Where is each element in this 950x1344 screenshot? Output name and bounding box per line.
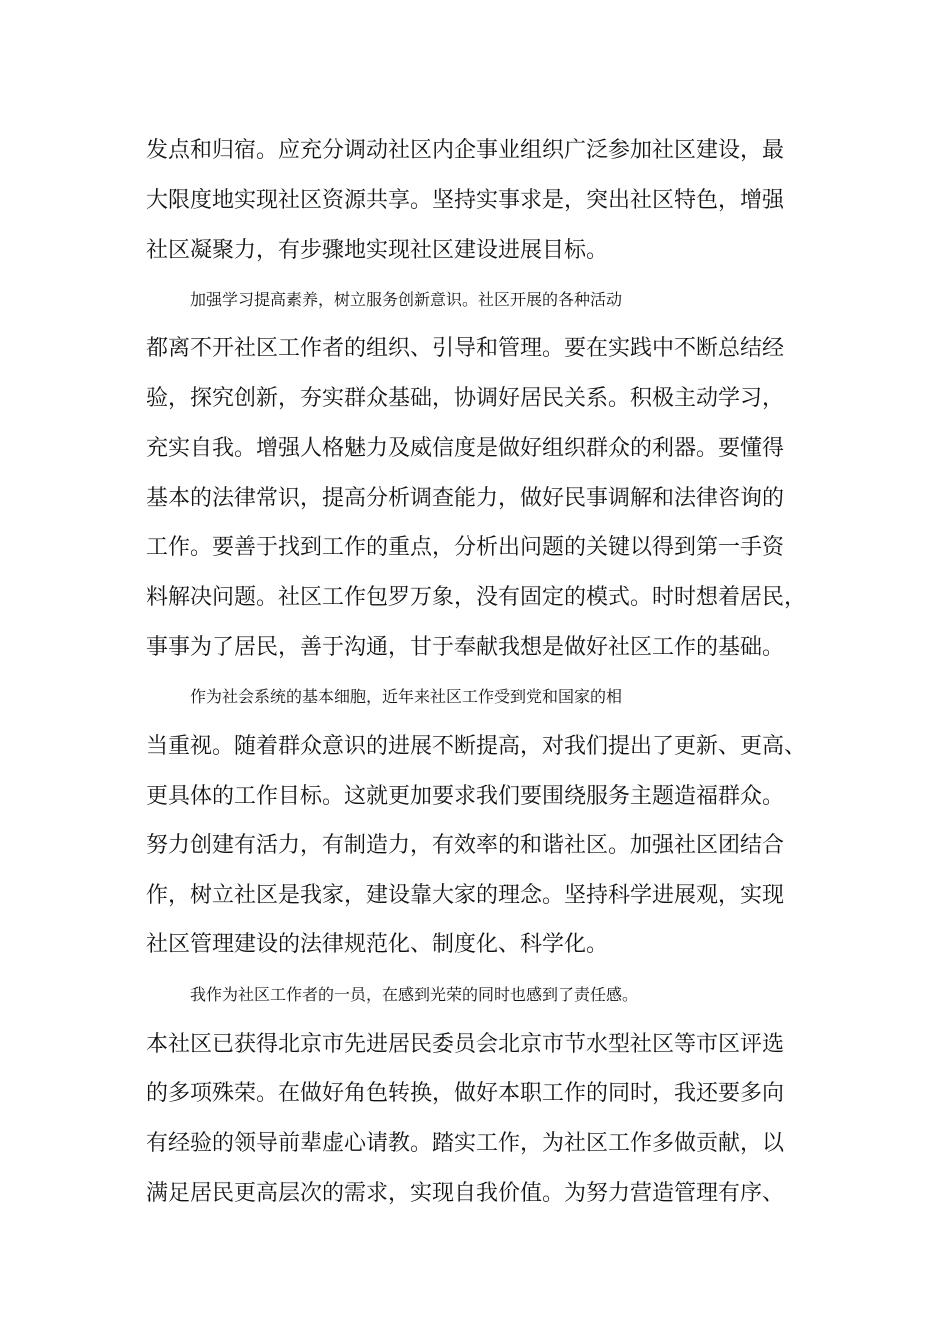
paragraph-2-line-2: 都离不开社区工作者的组织、引导和管理。要在实践中不断总结经: [146, 336, 785, 361]
paragraph-1-line-3: 社区凝聚力，有步骤地实现社区建设进展目标。: [146, 238, 609, 263]
paragraph-4-line-1: 我作为社区工作者的一员，在感到光荣的同时也感到了责任感。: [190, 985, 639, 1004]
paragraph-4-line-2: 本社区已获得北京市先进居民委员会北京市节水型社区等市区评选: [146, 1032, 785, 1057]
paragraph-4-line-3: 的多项殊荣。在做好角色转换，做好本职工作的同时，我还要多向: [146, 1081, 785, 1106]
paragraph-3-line-2: 当重视。随着群众意识的进展不断提高，对我们提出了更新、更高、: [146, 734, 807, 759]
paragraph-3-line-1: 作为社会系统的基本细胞，近年来社区工作受到党和国家的相: [190, 687, 623, 706]
paragraph-1-line-2: 大限度地实现社区资源共享。坚持实事求是，突出社区特色，增强: [146, 188, 785, 213]
paragraph-2-line-1: 加强学习提高素养，树立服务创新意识。社区开展的各种活动: [190, 290, 623, 309]
paragraph-2-line-8: 事事为了居民，善于沟通，甘于奉献我想是做好社区工作的基础。: [146, 635, 785, 660]
paragraph-2-line-6: 工作。要善于找到工作的重点，分析出问题的关键以得到第一手资: [146, 535, 785, 560]
paragraph-4-line-5: 满足居民更高层次的需求，实现自我价值。为努力营造管理有序、: [146, 1181, 785, 1206]
paragraph-3-line-5: 作，树立社区是我家，建设靠大家的理念。坚持科学进展观，实现: [146, 883, 785, 908]
paragraph-3-line-6: 社区管理建设的法律规范化、制度化、科学化。: [146, 932, 609, 957]
paragraph-4-line-4: 有经验的领导前辈虚心请教。踏实工作，为社区工作多做贡献，以: [146, 1131, 785, 1156]
paragraph-2-line-5: 基本的法律常识，提高分析调查能力，做好民事调解和法律咨询的: [146, 486, 785, 511]
paragraph-2-line-4: 充实自我。增强人格魅力及威信度是做好组织群众的利器。要懂得: [146, 436, 785, 461]
paragraph-2-line-3: 验，探究创新，夯实群众基础，协调好居民关系。积极主动学习，: [146, 386, 785, 411]
paragraph-1-line-1: 发点和归宿。应充分调动社区内企事业组织广泛参加社区建设，最: [146, 138, 785, 163]
paragraph-2-line-7: 料解决问题。社区工作包罗万象，没有固定的模式。时时想着居民，: [146, 585, 807, 610]
paragraph-3-line-4: 努力创建有活力，有制造力，有效率的和谐社区。加强社区团结合: [146, 833, 785, 858]
paragraph-3-line-3: 更具体的工作目标。这就更加要求我们要围绕服务主题造福群众。: [146, 784, 785, 809]
